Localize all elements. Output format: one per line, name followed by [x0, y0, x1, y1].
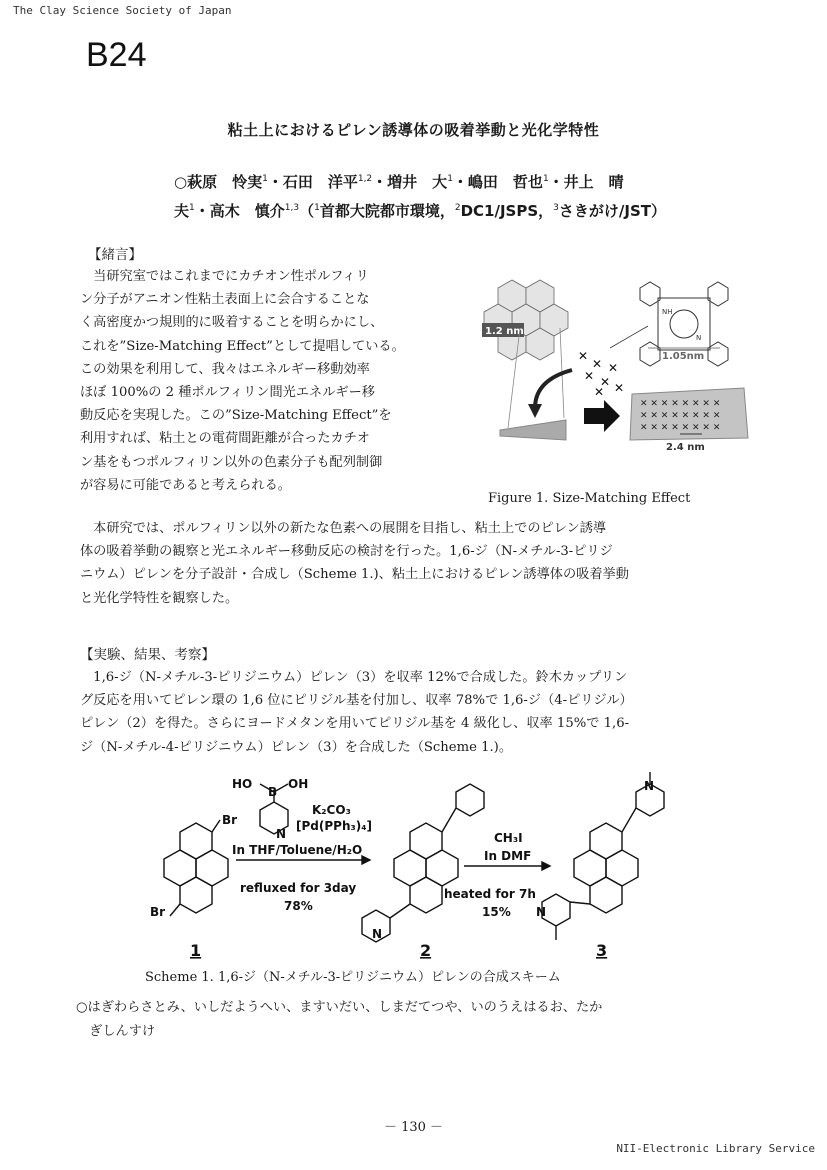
curved-arrow-icon [535, 370, 572, 408]
compound-2-structure [362, 784, 484, 942]
affil-sup: 3 [553, 203, 559, 213]
intro-paragraph [80, 265, 472, 497]
svg-text:✕: ✕ [614, 381, 625, 395]
text-line: と光化学特性を観察した。 [80, 590, 239, 606]
svg-text:✕: ✕ [578, 349, 589, 363]
reagent-pd: [Pd(PPh₃)₄] [296, 819, 372, 833]
label-1-2nm: 1.2 nm [485, 326, 524, 337]
service-footer: NII-Electronic Library Service [616, 1142, 815, 1155]
text-line: が容易に可能であると考えられる。 [80, 477, 291, 493]
author-shimada: ・嶋田 哲也 [452, 173, 543, 191]
intro-paragraph-2 [80, 517, 752, 610]
scattered-molecules [578, 349, 624, 399]
pyridinium-n-bottom: N [536, 905, 547, 919]
arranged-molecules [640, 399, 720, 433]
affil-sup: 1 [189, 203, 195, 213]
reagent-dmf: In DMF [484, 849, 532, 863]
figure1-caption: Figure 1. Size-Matching Effect [488, 491, 691, 506]
text-line: ほぼ 100%の 2 種ポルフィリン間光エネルギー移 [80, 385, 375, 401]
affil-open: （ [299, 202, 315, 220]
clay-plate-left [500, 420, 566, 440]
svg-text:✕ ✕ ✕ ✕ ✕ ✕ ✕ ✕: ✕ ✕ ✕ ✕ ✕ ✕ ✕ ✕ [640, 399, 721, 409]
author-inoue: ・井上 晴 [548, 173, 624, 191]
condition-reflux: refluxed for 3day [240, 881, 357, 895]
text-line: 当研究室ではこれまでにカチオン性ポルフィリ [80, 269, 369, 284]
text-line: ニウム）ピレンを分子設計・合成し（Scheme 1.)、粘土上におけるピレン誘導体の吸着挙動 [80, 567, 629, 583]
results-heading: 【実験、結果、考察】 [80, 647, 215, 663]
affil-sup: 2 [454, 203, 461, 213]
ho-label: HO [232, 777, 253, 791]
arrow-right-icon [584, 400, 620, 432]
affil-sup: 1 [447, 174, 453, 184]
scheme-synthesis [140, 770, 685, 970]
affil-sup: 1 [314, 203, 320, 213]
text-line: ジ（N-メチル-4-ピリジニウム）ピレン（3）を合成した（Scheme 1.)。 [80, 739, 513, 755]
affiliation-3: さきがけ/JST） [558, 202, 666, 220]
page-number: － 130 － [383, 1120, 444, 1135]
svg-text:✕: ✕ [584, 369, 595, 383]
author-hagiwara: ○萩原 怜実 [174, 173, 263, 191]
text-line: 体の吸着挙動の観察と光エネルギー移動反応の検討を行った。1,6-ジ（N-メチル-3-ピリジ [80, 544, 613, 560]
pyridinium-n-top: N [644, 779, 655, 793]
paper-title: 粘土上におけるピレン誘導体の吸着挙動と光化学特性 [227, 121, 600, 139]
author-block [174, 166, 774, 224]
pyridine-n-label: N [276, 827, 287, 841]
svg-text:✕: ✕ [594, 385, 605, 399]
text-line: ン基をもつポルフィリン以外の色素分子も配列制御 [80, 454, 383, 470]
oh-label: OH [288, 777, 309, 791]
yield-78: 78% [284, 899, 313, 913]
reagent-ch3i: CH₃I [494, 831, 523, 845]
scheme1-caption: Scheme 1. 1,6-ジ（N-メチル-3-ピリジニウム）ピレンの合成スキーム [145, 970, 561, 985]
affil-sup: 1,2 [357, 174, 373, 184]
text-line: グ反応を用いてピレン環の 1,6 位にピリジル基を付加し、収率 78%で 1,6-ジ（4-ピリジル） [80, 693, 633, 709]
affil-sup: 1 [262, 174, 268, 184]
br-label-bottom: Br [150, 905, 166, 919]
porphyrin-n: N [696, 334, 702, 342]
svg-text:✕ ✕ ✕ ✕ ✕ ✕ ✕ ✕: ✕ ✕ ✕ ✕ ✕ ✕ ✕ ✕ [640, 423, 721, 433]
text-line: ピレン（2）を得た。さらにヨードメタンを用いてピリジル基を 4 級化し、収率 15%で 1,6- [80, 716, 630, 732]
text-line: 1,6-ジ（N-メチル-3-ピリジニウム）ピレン（3）を収率 12%で合成した。鈴木カップリン [80, 670, 628, 685]
compound-3-structure [542, 772, 664, 940]
results-paragraph [80, 666, 752, 759]
author-inoue-cont: 夫 [174, 202, 190, 220]
text-line: 動反応を実現した。この”Size-Matching Effect”を [80, 408, 392, 424]
author-ishida: ・石田 洋平 [267, 173, 358, 191]
compound-1-structure [164, 820, 228, 916]
svg-text:✕: ✕ [600, 375, 611, 389]
text-line: ○はぎわらさとみ、いしだようへい、ますいだい、しまだてつや、いのうえはるお、たか [76, 1000, 603, 1015]
condition-heated: heated for 7h [444, 887, 536, 901]
affiliation-2: DC1/JSPS， [460, 202, 554, 220]
text-line: これを”Size-Matching Effect”として提唱している。 [80, 338, 405, 354]
text-line: 本研究では、ポルフィリン以外の新たな色素への展開を目指し、粘土上でのピレン誘導 [80, 521, 607, 536]
affil-sup: 1,3 [284, 203, 300, 213]
compound-label-3: 3 [596, 941, 608, 960]
b-label: B [268, 785, 278, 799]
author-takagi: ・高木 慎介 [194, 202, 285, 220]
svg-text:✕: ✕ [608, 361, 619, 375]
text-line: く高密度かつ規則的に吸着することを明らかにし、 [80, 315, 384, 331]
society-header: The Clay Science Society of Japan [13, 4, 232, 17]
porphyrin-nh: NH [662, 308, 673, 316]
text-line: ン分子がアニオン性粘土表面上に会合することな [80, 292, 370, 308]
label-2-4nm: 2.4 nm [666, 442, 705, 453]
clay-hexagon-lattice [484, 280, 568, 360]
svg-text:✕ ✕ ✕ ✕ ✕ ✕ ✕ ✕: ✕ ✕ ✕ ✕ ✕ ✕ ✕ ✕ [640, 411, 721, 421]
author-masui: ・増井 大 [372, 173, 448, 191]
intro-heading: 【緒言】 [88, 247, 142, 263]
svg-text:✕: ✕ [592, 357, 603, 371]
affiliation-1: 首都大院都市環境， [319, 202, 455, 220]
reagent-k2co3: K₂CO₃ [312, 803, 351, 817]
compound-label-1: 1 [190, 941, 202, 960]
text-line: この効果を利用して、我々はエネルギー移動効率 [80, 361, 370, 377]
abstract-code: B24 [86, 36, 147, 74]
text-line: ぎしんすけ [76, 1024, 156, 1039]
yield-15: 15% [482, 905, 511, 919]
affil-sup: 1 [542, 174, 549, 184]
author-line-2 [174, 195, 774, 224]
label-1-05nm: 1.05nm [662, 351, 705, 362]
author-reading-note [76, 996, 756, 1044]
text-line: 利用すれば、粘土との電荷間距離が合ったカチオ [80, 431, 370, 447]
pyridine-n-2: N [372, 927, 383, 941]
br-label-top: Br [222, 813, 238, 827]
author-line-1 [174, 166, 774, 195]
compound-label-2: 2 [420, 941, 432, 960]
figure-size-matching [480, 268, 750, 480]
reagent-solvent: In THF/Toluene/H₂O [232, 843, 363, 857]
